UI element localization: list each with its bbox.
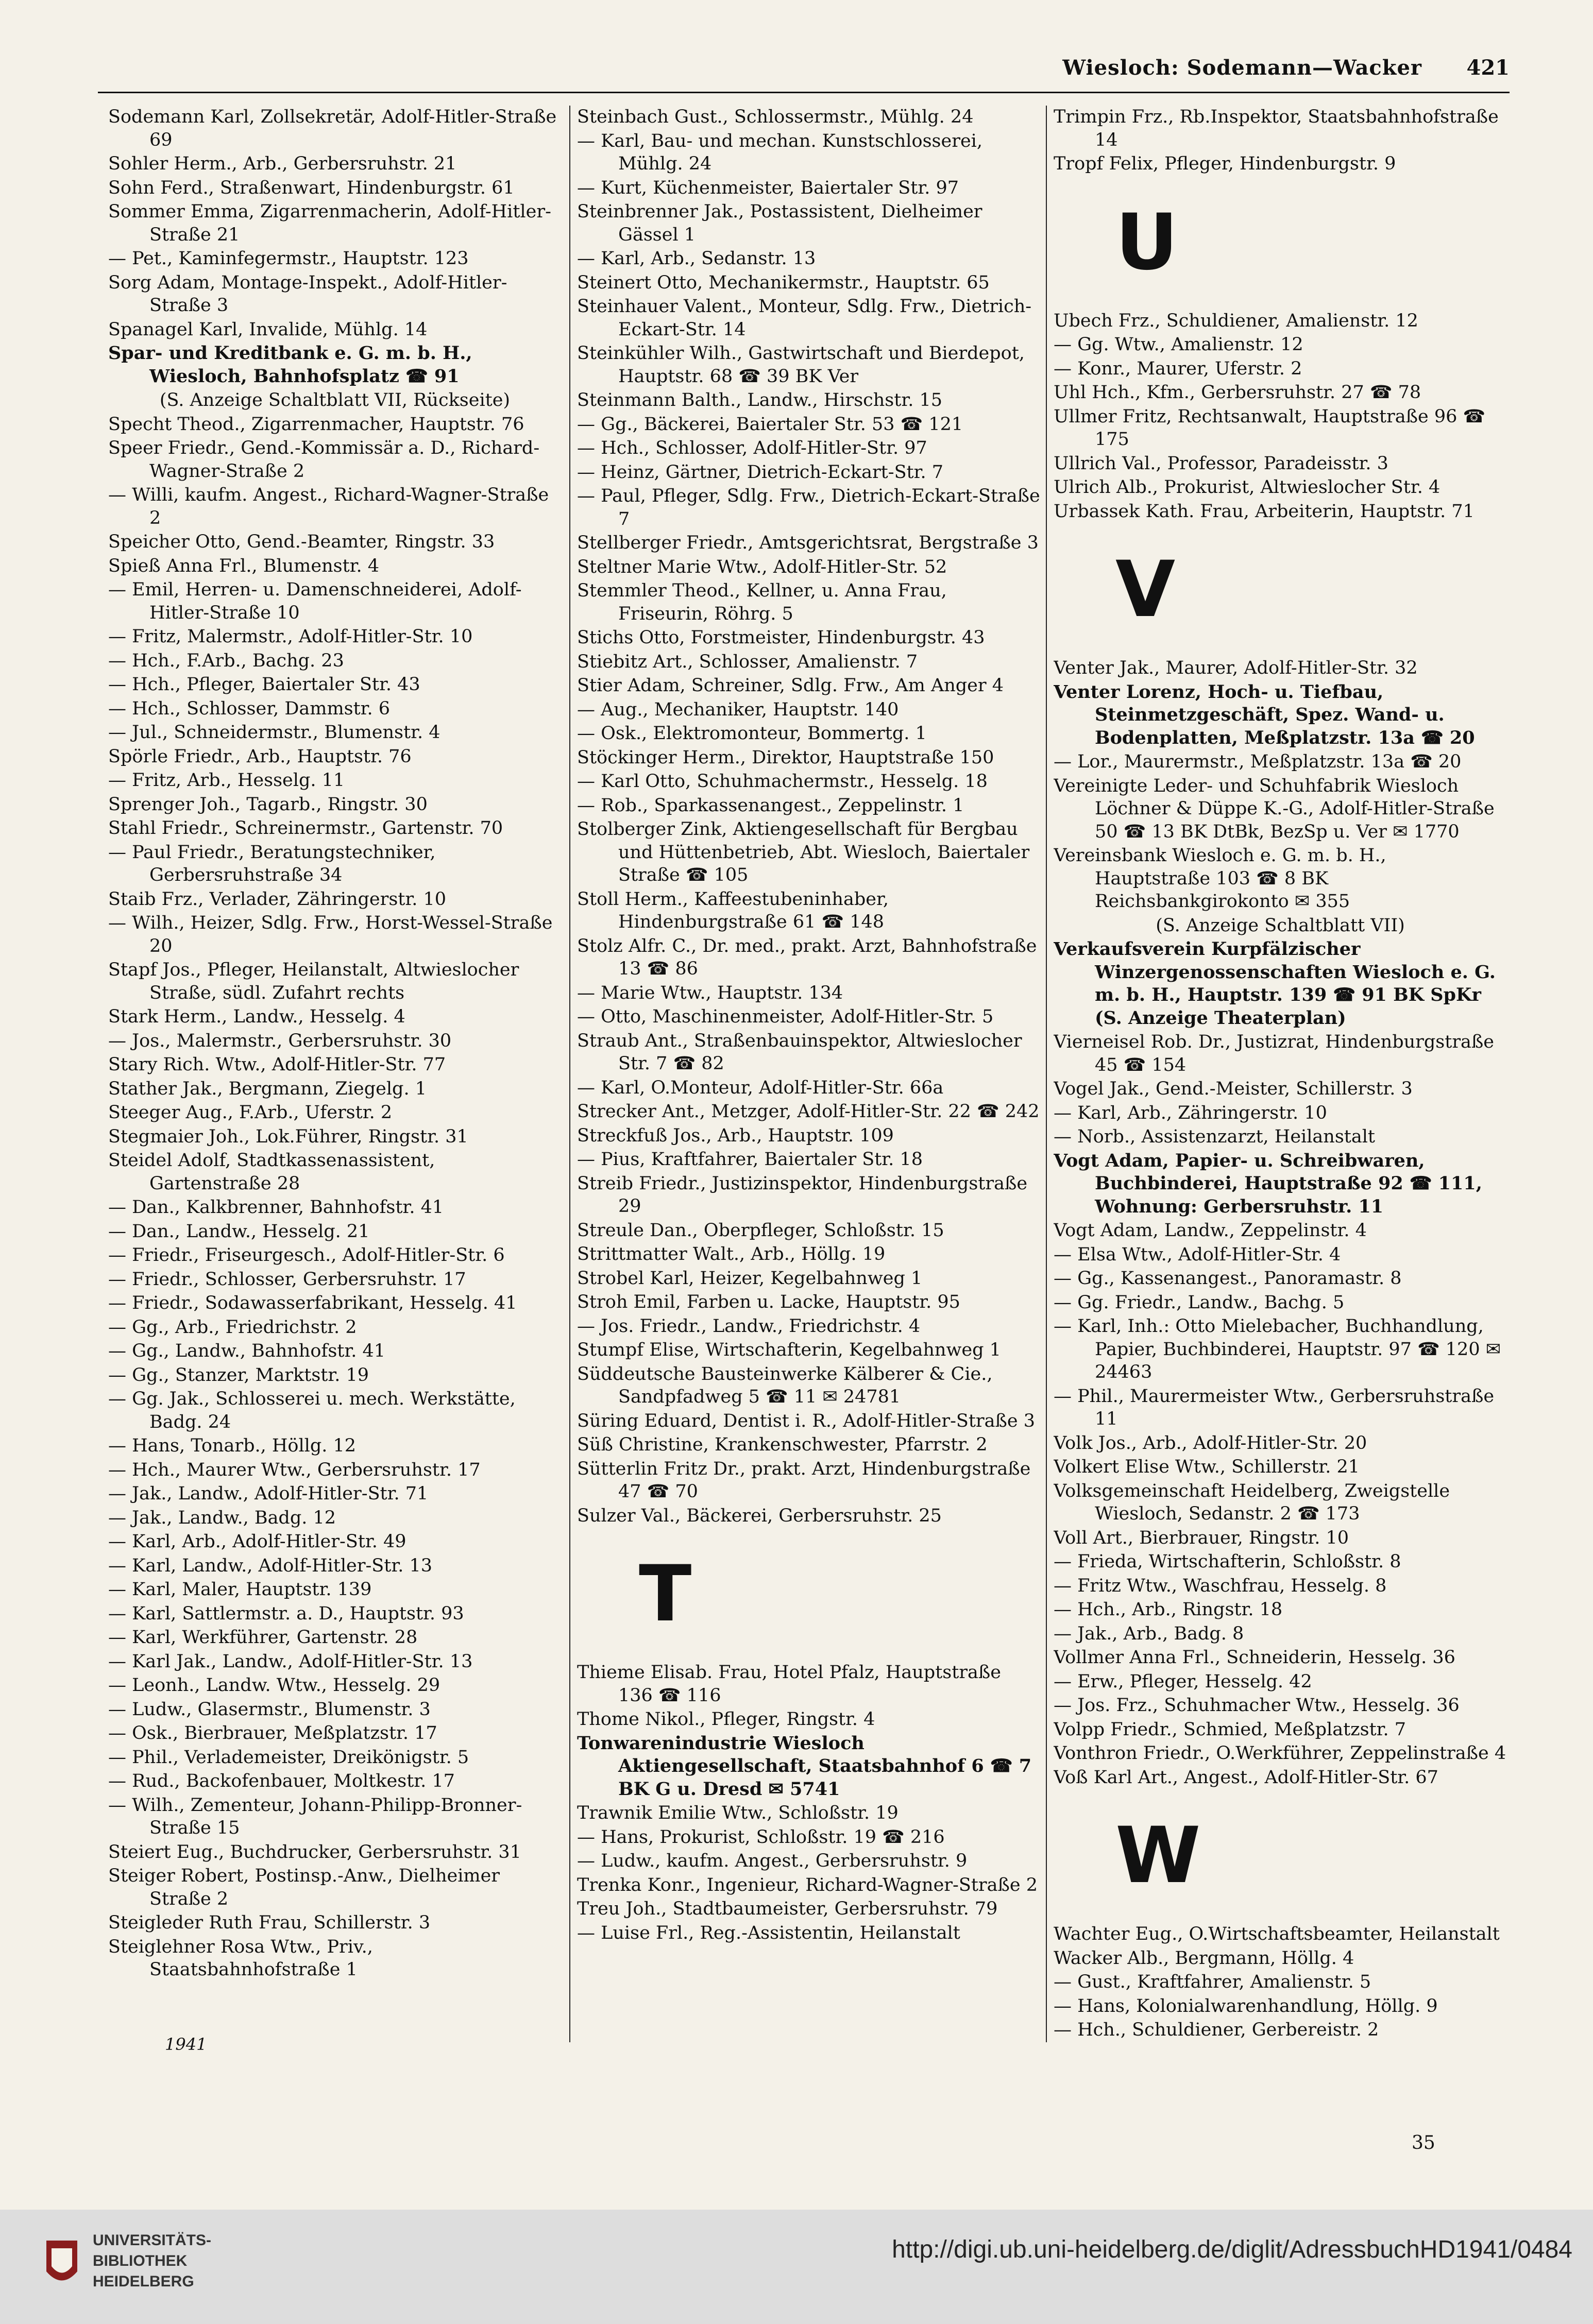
library-name bbox=[93, 2230, 211, 2292]
directory-entry: Vereinsbank Wiesloch e. G. m. b. H., Hauptstraße 103 ☎ 8 BK Reichsbankgirokonto ✉ 355 bbox=[1054, 845, 1386, 912]
column-3 bbox=[1054, 106, 1507, 2042]
directory-entry: Steigleder Ruth Frau, Schillerstr. 3 bbox=[108, 1912, 431, 1933]
page-header bbox=[98, 56, 1510, 87]
column-2 bbox=[577, 106, 1041, 2042]
directory-entry: — Jak., Arb., Badg. 8 bbox=[1054, 1623, 1244, 1644]
directory-entry: Steinbach Gust., Schlossermstr., Mühlg. 24 bbox=[577, 107, 974, 127]
directory-entry: — Jul., Schneidermstr., Blumenstr. 4 bbox=[108, 722, 440, 743]
directory-entry: Steinkühler Wilh., Gastwirtschaft und Bierdepot, Hauptstr. 68 ☎ 39 BK Ver bbox=[577, 343, 1025, 387]
directory-entry: Trawnik Emilie Wtw., Schloßstr. 19 bbox=[577, 1803, 899, 1823]
directory-entry: Thieme Elisab. Frau, Hotel Pfalz, Hauptstraße 136 ☎ 116 bbox=[577, 1662, 1001, 1706]
directory-entry: — Hans, Prokurist, Schloßstr. 19 ☎ 216 bbox=[577, 1826, 945, 1848]
directory-entry: Streule Dan., Oberpfleger, Schloßstr. 15 bbox=[577, 1220, 944, 1241]
directory-entry: Stapf Jos., Pfleger, Heilanstalt, Altwieslocher Straße, südl. Zufahrt rechts bbox=[108, 960, 519, 1003]
directory-entry: Stichs Otto, Forstmeister, Hindenburgstr. 43 bbox=[577, 627, 985, 648]
header-rule bbox=[98, 92, 1510, 93]
directory-entry: Staib Frz., Verlader, Zähringerstr. 10 bbox=[108, 888, 447, 910]
directory-entry: — Lor., Maurermstr., Meßplatzstr. 13a ☎ 20 bbox=[1054, 751, 1462, 772]
column-1 bbox=[108, 106, 562, 2042]
directory-entry: — Kurt, Küchenmeister, Baiertaler Str. 97 bbox=[577, 177, 959, 198]
directory-entry: — Friedr., Schlosser, Gerbersruhstr. 17 bbox=[108, 1269, 466, 1290]
directory-entry: — Hch., Schlosser, Dammstr. 6 bbox=[108, 698, 391, 719]
directory-entry: — Gg., Kassenangest., Panoramastr. 8 bbox=[1054, 1268, 1402, 1289]
directory-entry: Voß Karl Art., Angest., Adolf-Hitler-Str. 67 bbox=[1054, 1767, 1438, 1788]
column-divider-2 bbox=[1046, 106, 1047, 2042]
directory-entry: Sommer Emma, Zigarrenmacherin, Adolf-Hitler-Straße 21 bbox=[108, 201, 551, 245]
directory-entry: Streib Friedr., Justizinspektor, Hindenburgstraße 29 bbox=[577, 1173, 1028, 1217]
directory-entry: Stegmaier Joh., Lok.Führer, Ringstr. 31 bbox=[108, 1126, 468, 1147]
directory-entry: Trenka Konr., Ingenieur, Richard-Wagner-Straße 2 bbox=[577, 1874, 1038, 1895]
directory-entry: Stumpf Elise, Wirtschafterin, Kegelbahnweg 1 bbox=[577, 1340, 1001, 1360]
directory-entry: Stahl Friedr., Schreinermstr., Gartenstr. 70 bbox=[108, 818, 503, 839]
directory-entry: — Friedr., Friseurgesch., Adolf-Hitler-Str. 6 bbox=[108, 1245, 505, 1266]
directory-entry: Vollmer Anna Frl., Schneiderin, Hesselg. 36 bbox=[1054, 1647, 1455, 1668]
directory-entry: — Phil., Maurermeister Wtw., Gerbersruhstraße 11 bbox=[1054, 1386, 1495, 1429]
directory-entry: Thome Nikol., Pfleger, Ringstr. 4 bbox=[577, 1709, 875, 1730]
directory-entry: — Hans, Kolonialwarenhandlung, Höllg. 9 bbox=[1054, 1995, 1438, 2017]
directory-entry: Süß Christine, Krankenschwester, Pfarrstr. 2 bbox=[577, 1434, 988, 1455]
directory-entry: — Gg. Jak., Schlosserei u. mech. Werkstätte, Badg. 24 bbox=[108, 1389, 516, 1432]
directory-entry: Vereinigte Leder- und Schuhfabrik Wiesloch Löchner & Düppe K.-G., Adolf-Hitler-Straße 50 ☎ 13 BK DtBk, BezSp u. Ver ✉ 1770 bbox=[1054, 775, 1495, 842]
directory-entry: — Hch., Schuldiener, Gerbereistr. 2 bbox=[1054, 2020, 1379, 2040]
directory-entry: — Gg., Arb., Friedrichstr. 2 bbox=[108, 1317, 357, 1338]
directory-entry: — Hch., Pfleger, Baiertaler Str. 43 bbox=[108, 674, 420, 695]
directory-entry: — Pius, Kraftfahrer, Baiertaler Str. 18 bbox=[577, 1149, 923, 1170]
directory-entry: Wacker Alb., Bergmann, Höllg. 4 bbox=[1054, 1947, 1354, 1969]
directory-entry: Steinhauer Valent., Monteur, Sdlg. Frw., Dietrich-Eckart-Str. 14 bbox=[577, 296, 1032, 340]
directory-entry: — Erw., Pfleger, Hesselg. 42 bbox=[1054, 1671, 1312, 1692]
directory-entry: — Phil., Verlademeister, Dreikönigstr. 5 bbox=[108, 1747, 469, 1768]
section-letter: U bbox=[1115, 197, 1178, 287]
section-letter: T bbox=[639, 1549, 692, 1639]
directory-entry: Ubech Frz., Schuldiener, Amalienstr. 12 bbox=[1054, 310, 1418, 331]
directory-entry: Vogt Adam, Papier- u. Schreibwaren, Buchbinderei, Hauptstraße 92 ☎ 111, Wohnung: Gerbersruhstr. 11 bbox=[1054, 1150, 1482, 1217]
directory-entry: — Aug., Mechaniker, Hauptstr. 140 bbox=[577, 699, 899, 720]
directory-entry: Stolberger Zink, Aktiengesellschaft für Bergbau und Hüttenbetrieb, Abt. Wiesloch, Baiertaler Straße ☎ 105 bbox=[577, 819, 1030, 885]
directory-entry: — Friedr., Sodawasserfabrikant, Hesselg. 41 bbox=[108, 1293, 517, 1313]
directory-entry: Steidel Adolf, Stadtkassenassistent, Gartenstraße 28 bbox=[108, 1150, 435, 1194]
directory-entry: Vogel Jak., Gend.-Meister, Schillerstr. 3 bbox=[1054, 1079, 1413, 1099]
header-title: Wiesloch: Sodemann—Wacker bbox=[1062, 56, 1422, 80]
directory-entry: — Osk., Bierbrauer, Meßplatzstr. 17 bbox=[108, 1723, 437, 1744]
directory-entry: — Willi, kaufm. Angest., Richard-Wagner-Straße 2 bbox=[108, 485, 549, 528]
directory-entry: Steiglehner Rosa Wtw., Priv., Staatsbahnhofstraße 1 bbox=[108, 1936, 373, 1980]
directory-entry: — Leonh., Landw. Wtw., Hesselg. 29 bbox=[108, 1675, 440, 1696]
directory-entry: Stoll Herm., Kaffeestubeninhaber, Hindenburgstraße 61 ☎ 148 bbox=[577, 888, 889, 932]
directory-entry: Volk Jos., Arb., Adolf-Hitler-Str. 20 bbox=[1054, 1432, 1367, 1454]
directory-entry: Sodemann Karl, Zollsekretär, Adolf-Hitler-Straße 69 bbox=[108, 107, 557, 150]
directory-entry: — Otto, Maschinenmeister, Adolf-Hitler-Str. 5 bbox=[577, 1006, 994, 1027]
directory-entry: Ullrich Val., Professor, Paradeisstr. 3 bbox=[1054, 453, 1388, 474]
directory-entry: Verkaufsverein Kurpfälzischer Winzergenossenschaften Wiesloch e. G. m. b. H., Hauptstr. 139 ☎ 91 BK SpKr (S. Anzeige Theaterplan) bbox=[1054, 938, 1496, 1029]
directory-entry: Steeger Aug., F.Arb., Uferstr. 2 bbox=[108, 1102, 393, 1123]
directory-entry: — Ludw., Glasermstr., Blumenstr. 3 bbox=[108, 1699, 431, 1720]
directory-entry: Sorg Adam, Montage-Inspekt., Adolf-Hitler-Straße 3 bbox=[108, 272, 507, 316]
directory-entry: Spar- und Kreditbank e. G. m. b. H., Wiesloch, Bahnhofsplatz ☎ 91 bbox=[108, 343, 472, 387]
directory-entry: — Paul, Pfleger, Sdlg. Frw., Dietrich-Eckart-Straße 7 bbox=[577, 486, 1040, 529]
directory-entry: — Gg., Stanzer, Marktstr. 19 bbox=[108, 1364, 369, 1386]
directory-entry: Venter Jak., Maurer, Adolf-Hitler-Str. 32 bbox=[1054, 658, 1418, 678]
directory-entry: — Emil, Herren- u. Damenschneiderei, Adolf-Hitler-Straße 10 bbox=[108, 579, 522, 623]
directory-entry: Treu Joh., Stadtbaumeister, Gerbersruhstr. 79 bbox=[577, 1899, 998, 1919]
directory-entry: — Karl, Maler, Hauptstr. 139 bbox=[108, 1579, 372, 1600]
directory-entry: — Jos., Malermstr., Gerbersruhstr. 30 bbox=[108, 1030, 452, 1051]
directory-entry: Specht Theod., Zigarrenmacher, Hauptstr. 76 bbox=[108, 414, 524, 435]
directory-entry: — Luise Frl., Reg.-Assistentin, Heilanstalt bbox=[577, 1922, 960, 1943]
directory-entry: Speer Friedr., Gend.-Kommissär a. D., Richard-Wagner-Straße 2 bbox=[108, 438, 540, 482]
directory-entry: Steinmann Balth., Landw., Hirschstr. 15 bbox=[577, 390, 943, 411]
directory-entry: — Karl, Arb., Sedanstr. 13 bbox=[577, 248, 816, 269]
section-letter: V bbox=[1115, 545, 1176, 635]
directory-entry: — Fritz, Malermstr., Adolf-Hitler-Str. 10 bbox=[108, 626, 473, 647]
directory-entry: — Karl, Bau- und mechan. Kunstschlosserei, Mühlg. 24 bbox=[577, 130, 982, 174]
directory-entry: Spörle Friedr., Arb., Hauptstr. 76 bbox=[108, 746, 412, 767]
directory-entry: Voll Art., Bierbrauer, Ringstr. 10 bbox=[1054, 1527, 1349, 1548]
directory-entry: Stiebitz Art., Schlosser, Amalienstr. 7 bbox=[577, 651, 918, 672]
directory-entry: — Karl, Sattlermstr. a. D., Hauptstr. 93 bbox=[108, 1603, 464, 1624]
directory-entry: Vierneisel Rob. Dr., Justizrat, Hindenburgstraße 45 ☎ 154 bbox=[1054, 1032, 1495, 1075]
directory-entry: Sohler Herm., Arb., Gerbersruhstr. 21 bbox=[108, 153, 457, 174]
directory-entry: Stary Rich. Wtw., Adolf-Hitler-Str. 77 bbox=[108, 1054, 446, 1075]
library-logo-icon bbox=[41, 2235, 82, 2292]
directory-entry: Stemmler Theod., Kellner, u. Anna Frau, Friseurin, Röhrg. 5 bbox=[577, 580, 947, 624]
directory-entry: — Pet., Kaminfegermstr., Hauptstr. 123 bbox=[108, 248, 469, 269]
bottom-page-number: 35 bbox=[1412, 2132, 1435, 2154]
directory-entry: — Ludw., kaufm. Angest., Gerbersruhstr. 9 bbox=[577, 1851, 968, 1871]
directory-entry: — Jos. Friedr., Landw., Friedrichstr. 4 bbox=[577, 1315, 921, 1337]
directory-entry: Ullmer Fritz, Rechtsanwalt, Hauptstraße 96 ☎ 175 bbox=[1054, 406, 1486, 450]
directory-entry: — Frieda, Wirtschafterin, Schloßstr. 8 bbox=[1054, 1551, 1401, 1572]
directory-entry: — Karl, Arb., Zähringerstr. 10 bbox=[1054, 1102, 1327, 1123]
directory-entry: — Karl, Inh.: Otto Mielebacher, Buchhandlung, Papier, Buchbinderei, Hauptstr. 97 ☎ 120 ✉ 24463 bbox=[1054, 1316, 1501, 1382]
directory-entry: Steinert Otto, Mechanikermstr., Hauptstr. 65 bbox=[577, 272, 990, 293]
directory-entry: Volksgemeinschaft Heidelberg, Zweigstelle Wiesloch, Sedanstr. 2 ☎ 173 bbox=[1054, 1480, 1450, 1524]
directory-entry: Streckfuß Jos., Arb., Hauptstr. 109 bbox=[577, 1125, 894, 1146]
directory-entry: Venter Lorenz, Hoch- u. Tiefbau, Steinmetzgeschäft, Spez. Wand- u. Bodenplatten, Meßplatzstr. 13a ☎ 20 bbox=[1054, 681, 1475, 748]
directory-entry: — Gust., Kraftfahrer, Amalienstr. 5 bbox=[1054, 1972, 1371, 1992]
directory-entry: — Hch., Schlosser, Adolf-Hitler-Str. 97 bbox=[577, 438, 927, 458]
column-divider-1 bbox=[569, 106, 570, 2042]
directory-entry: Strecker Ant., Metzger, Adolf-Hitler-Str. 22 ☎ 242 bbox=[577, 1101, 1040, 1122]
directory-entry: — Karl Jak., Landw., Adolf-Hitler-Str. 13 bbox=[108, 1651, 473, 1672]
directory-entry: Steinbrenner Jak., Postassistent, Dielheimer Gässel 1 bbox=[577, 201, 982, 245]
advert-note: (S. Anzeige Schaltblatt VII) bbox=[1156, 915, 1405, 936]
directory-entry: Süddeutsche Bausteinwerke Kälberer & Cie., Sandpfadweg 5 ☎ 11 ✉ 24781 bbox=[577, 1363, 993, 1407]
directory-entry: Wachter Eug., O.Wirtschaftsbeamter, Heilanstalt bbox=[1054, 1924, 1500, 1944]
directory-entry: Ulrich Alb., Prokurist, Altwieslocher Str. 4 bbox=[1054, 477, 1441, 498]
directory-entry: Speicher Otto, Gend.-Beamter, Ringstr. 33 bbox=[108, 532, 495, 552]
digitization-footer bbox=[0, 2210, 1593, 2324]
page-number: 421 bbox=[1466, 56, 1510, 80]
directory-entry: Tonwarenindustrie Wiesloch Aktiengesellschaft, Staatsbahnhof 6 ☎ 7 BK G u. Dresd ✉ 5741 bbox=[577, 1732, 1032, 1800]
section-letter: W bbox=[1115, 1811, 1201, 1901]
directory-entry: Tropf Felix, Pfleger, Hindenburgstr. 9 bbox=[1054, 153, 1396, 174]
library-line-1: UNIVERSITÄTS- bbox=[93, 2232, 212, 2249]
year-mark: 1941 bbox=[165, 2035, 207, 2054]
directory-entry: Stellberger Friedr., Amtsgerichtsrat, Bergstraße 3 bbox=[577, 533, 1039, 553]
directory-entry: — Hch., Maurer Wtw., Gerbersruhstr. 17 bbox=[108, 1459, 481, 1480]
advert-note: (S. Anzeige Schaltblatt VII, Rückseite) bbox=[159, 390, 511, 411]
directory-entry: — Wilh., Heizer, Sdlg. Frw., Horst-Wessel-Straße 20 bbox=[108, 913, 553, 956]
directory-entry: — Dan., Landw., Hesselg. 21 bbox=[108, 1221, 370, 1242]
directory-entry: Stolz Alfr. C., Dr. med., prakt. Arzt, Bahnhofstraße 13 ☎ 86 bbox=[577, 935, 1037, 979]
directory-entry: Straub Ant., Straßenbauinspektor, Altwieslocher Str. 7 ☎ 82 bbox=[577, 1030, 1022, 1074]
library-line-2: BIBLIOTHEK bbox=[93, 2252, 188, 2269]
directory-entry: — Elsa Wtw., Adolf-Hitler-Str. 4 bbox=[1054, 1244, 1341, 1265]
directory-entry: Steltner Marie Wtw., Adolf-Hitler-Str. 52 bbox=[577, 556, 947, 577]
directory-entry: Uhl Hch., Kfm., Gerbersruhstr. 27 ☎ 78 bbox=[1054, 382, 1421, 403]
directory-entry: — Karl, Arb., Adolf-Hitler-Str. 49 bbox=[108, 1531, 406, 1552]
directory-entry: — Rud., Backofenbauer, Moltkestr. 17 bbox=[108, 1771, 455, 1791]
directory-entry: Volpp Friedr., Schmied, Meßplatzstr. 7 bbox=[1054, 1719, 1406, 1740]
directory-entry: Urbassek Kath. Frau, Arbeiterin, Hauptstr. 71 bbox=[1054, 501, 1475, 522]
directory-entry: Stöckinger Herm., Direktor, Hauptstraße 150 bbox=[577, 747, 994, 768]
library-line-3: HEIDELBERG bbox=[93, 2273, 194, 2290]
directory-entry: Stark Herm., Landw., Hesselg. 4 bbox=[108, 1006, 405, 1027]
directory-entry: — Heinz, Gärtner, Dietrich-Eckart-Str. 7 bbox=[577, 462, 944, 483]
directory-entry: — Konr., Maurer, Uferstr. 2 bbox=[1054, 358, 1302, 379]
directory-entry: — Karl, O.Monteur, Adolf-Hitler-Str. 66a bbox=[577, 1077, 944, 1098]
directory-entry: — Karl Otto, Schuhmachermstr., Hesselg. 18 bbox=[577, 771, 988, 792]
directory-entry: — Karl, Landw., Adolf-Hitler-Str. 13 bbox=[108, 1555, 432, 1576]
source-url[interactable]: http://digi.ub.uni-heidelberg.de/diglit/AdressbuchHD1941/0484 bbox=[892, 2236, 1572, 2263]
directory-entry: — Paul Friedr., Beratungstechniker, Gerbersruhstraße 34 bbox=[108, 842, 436, 885]
directory-entry: — Rob., Sparkassenangest., Zeppelinstr. 1 bbox=[577, 795, 964, 816]
directory-entry: — Jak., Landw., Badg. 12 bbox=[108, 1507, 336, 1528]
directory-entry: — Wilh., Zementeur, Johann-Philipp-Bronner-Straße 15 bbox=[108, 1795, 522, 1838]
directory-entry: Spanagel Karl, Invalide, Mühlg. 14 bbox=[108, 319, 428, 340]
directory-entry: Sütterlin Fritz Dr., prakt. Arzt, Hindenburgstraße 47 ☎ 70 bbox=[577, 1458, 1031, 1502]
directory-entry: — Karl, Werkführer, Gartenstr. 28 bbox=[108, 1627, 418, 1648]
directory-entry: — Gg. Friedr., Landw., Bachg. 5 bbox=[1054, 1292, 1345, 1313]
directory-entry: Trimpin Frz., Rb.Inspektor, Staatsbahnhofstraße 14 bbox=[1054, 107, 1499, 150]
directory-entry: — Norb., Assistenzarzt, Heilanstalt bbox=[1054, 1126, 1375, 1147]
directory-entry: Strobel Karl, Heizer, Kegelbahnweg 1 bbox=[577, 1268, 923, 1289]
directory-entry: — Gg., Bäckerei, Baiertaler Str. 53 ☎ 121 bbox=[577, 414, 963, 435]
directory-entry: — Fritz Wtw., Waschfrau, Hesselg. 8 bbox=[1054, 1575, 1387, 1596]
directory-entry: Sohn Ferd., Straßenwart, Hindenburgstr. 61 bbox=[108, 177, 515, 198]
directory-entry: — Fritz, Arb., Hesselg. 11 bbox=[108, 770, 345, 791]
directory-entry: — Hch., F.Arb., Bachg. 23 bbox=[108, 650, 344, 671]
directory-entry: Steiert Eug., Buchdrucker, Gerbersruhstr. 31 bbox=[108, 1841, 521, 1862]
directory-entry: — Gg., Landw., Bahnhofstr. 41 bbox=[108, 1341, 386, 1361]
directory-entry: — Hch., Arb., Ringstr. 18 bbox=[1054, 1599, 1283, 1620]
directory-entry: — Osk., Elektromonteur, Bommertg. 1 bbox=[577, 723, 927, 744]
directory-entry: — Jak., Landw., Adolf-Hitler-Str. 71 bbox=[108, 1483, 429, 1504]
directory-entry: Spieß Anna Frl., Blumenstr. 4 bbox=[108, 555, 380, 576]
directory-entry: — Jos. Frz., Schuhmacher Wtw., Hesselg. 36 bbox=[1054, 1695, 1460, 1716]
directory-entry: Volkert Elise Wtw., Schillerstr. 21 bbox=[1054, 1457, 1360, 1477]
directory-entry: Vonthron Friedr., O.Werkführer, Zeppelinstraße 4 bbox=[1054, 1743, 1506, 1764]
directory-entry: Vogt Adam, Landw., Zeppelinstr. 4 bbox=[1054, 1220, 1367, 1241]
directory-entry: Stroh Emil, Farben u. Lacke, Hauptstr. 95 bbox=[577, 1292, 960, 1312]
directory-entry: Sulzer Val., Bäckerei, Gerbersruhstr. 25 bbox=[577, 1505, 942, 1526]
directory-entry: — Hans, Tonarb., Höllg. 12 bbox=[108, 1436, 357, 1456]
directory-entry: — Dan., Kalkbrenner, Bahnhofstr. 41 bbox=[108, 1197, 444, 1218]
directory-entry: Stier Adam, Schreiner, Sdlg. Frw., Am Anger 4 bbox=[577, 675, 1004, 696]
directory-entry: Süring Eduard, Dentist i. R., Adolf-Hitler-Straße 3 bbox=[577, 1410, 1036, 1431]
directory-entry: — Gg. Wtw., Amalienstr. 12 bbox=[1054, 334, 1303, 355]
directory-entry: — Marie Wtw., Hauptstr. 134 bbox=[577, 982, 843, 1003]
directory-entry: Steiger Robert, Postinsp.-Anw., Dielheimer Straße 2 bbox=[108, 1866, 500, 1909]
directory-entry: Strittmatter Walt., Arb., Höllg. 19 bbox=[577, 1244, 886, 1264]
directory-entry: Stather Jak., Bergmann, Ziegelg. 1 bbox=[108, 1078, 427, 1099]
directory-entry: Sprenger Joh., Tagarb., Ringstr. 30 bbox=[108, 794, 428, 815]
